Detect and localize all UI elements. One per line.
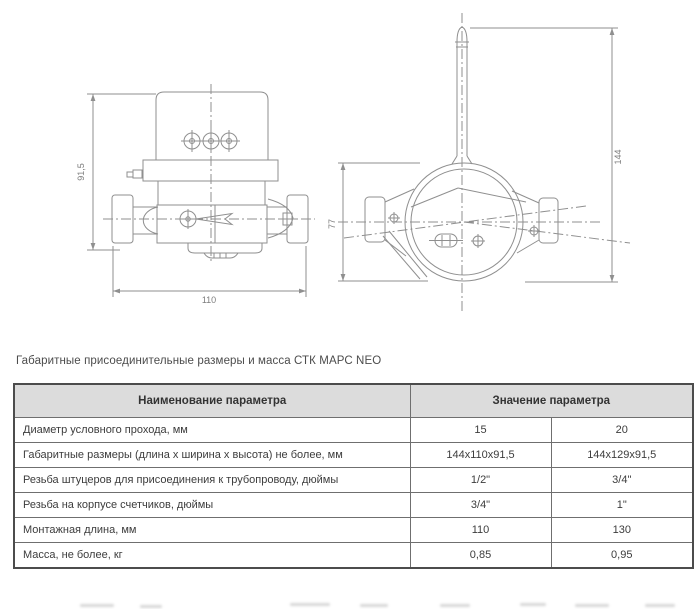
table-row: [14, 543, 693, 569]
param-value-dn20: 20: [551, 418, 693, 443]
centerlines-side: [338, 13, 630, 311]
section-title: Габаритные присоединительные размеры и масса СТК МАРС NEO: [16, 355, 382, 367]
param-name: Диаметр условного прохода, мм: [14, 418, 410, 443]
param-name: Монтажная длина, мм: [14, 518, 410, 543]
param-value-dn15: 144х110х91,5: [410, 443, 551, 468]
table-row: [14, 518, 693, 543]
dimension-label-side-body-height: 77: [327, 218, 337, 230]
front-view-drawing: [76, 84, 315, 305]
col-header-parameter-value: Значение параметра: [410, 384, 693, 418]
param-value-dn15: 110: [410, 518, 551, 543]
dimension-label-front-height: 91,5: [76, 163, 86, 181]
param-value-dn15: 1/2": [410, 468, 551, 493]
table-row: [14, 493, 693, 518]
table-row: [14, 443, 693, 468]
param-name: Резьба на корпусе счетчиков, дюймы: [14, 493, 410, 518]
param-value-dn20: 130: [551, 518, 693, 543]
dimension-mount-length: [113, 246, 306, 305]
side-view-drawing: [327, 13, 630, 311]
param-value-dn20: 144х129х91,5: [551, 443, 693, 468]
param-name: Масса, не более, кг: [14, 543, 410, 569]
param-value-dn15: 3/4": [410, 493, 551, 518]
cropped-bottom-artifact: [0, 600, 700, 609]
param-value-dn20: 1": [551, 493, 693, 518]
param-name: Резьба штуцеров для присоединения к трубопроводу, дюймы: [14, 468, 410, 493]
table-header-row: [14, 384, 693, 418]
dimension-front-height: [76, 94, 156, 250]
table-row: [14, 418, 693, 443]
param-name: Габаритные размеры (длина х ширина х высота) не более, мм: [14, 443, 410, 468]
param-value-dn15: 0,85: [410, 543, 551, 569]
params-table: [13, 383, 694, 569]
param-value-dn20: 0,95: [551, 543, 693, 569]
col-header-parameter-name: Наименование параметра: [14, 384, 410, 418]
centerlines-front: [103, 84, 315, 263]
dimension-label-mount-length: 110: [201, 295, 217, 305]
param-value-dn20: 3/4": [551, 468, 693, 493]
table-row: [14, 468, 693, 493]
dimension-side-total-height: [470, 28, 623, 282]
param-value-dn15: 15: [410, 418, 551, 443]
dimension-label-side-total-height: 144: [613, 149, 623, 165]
